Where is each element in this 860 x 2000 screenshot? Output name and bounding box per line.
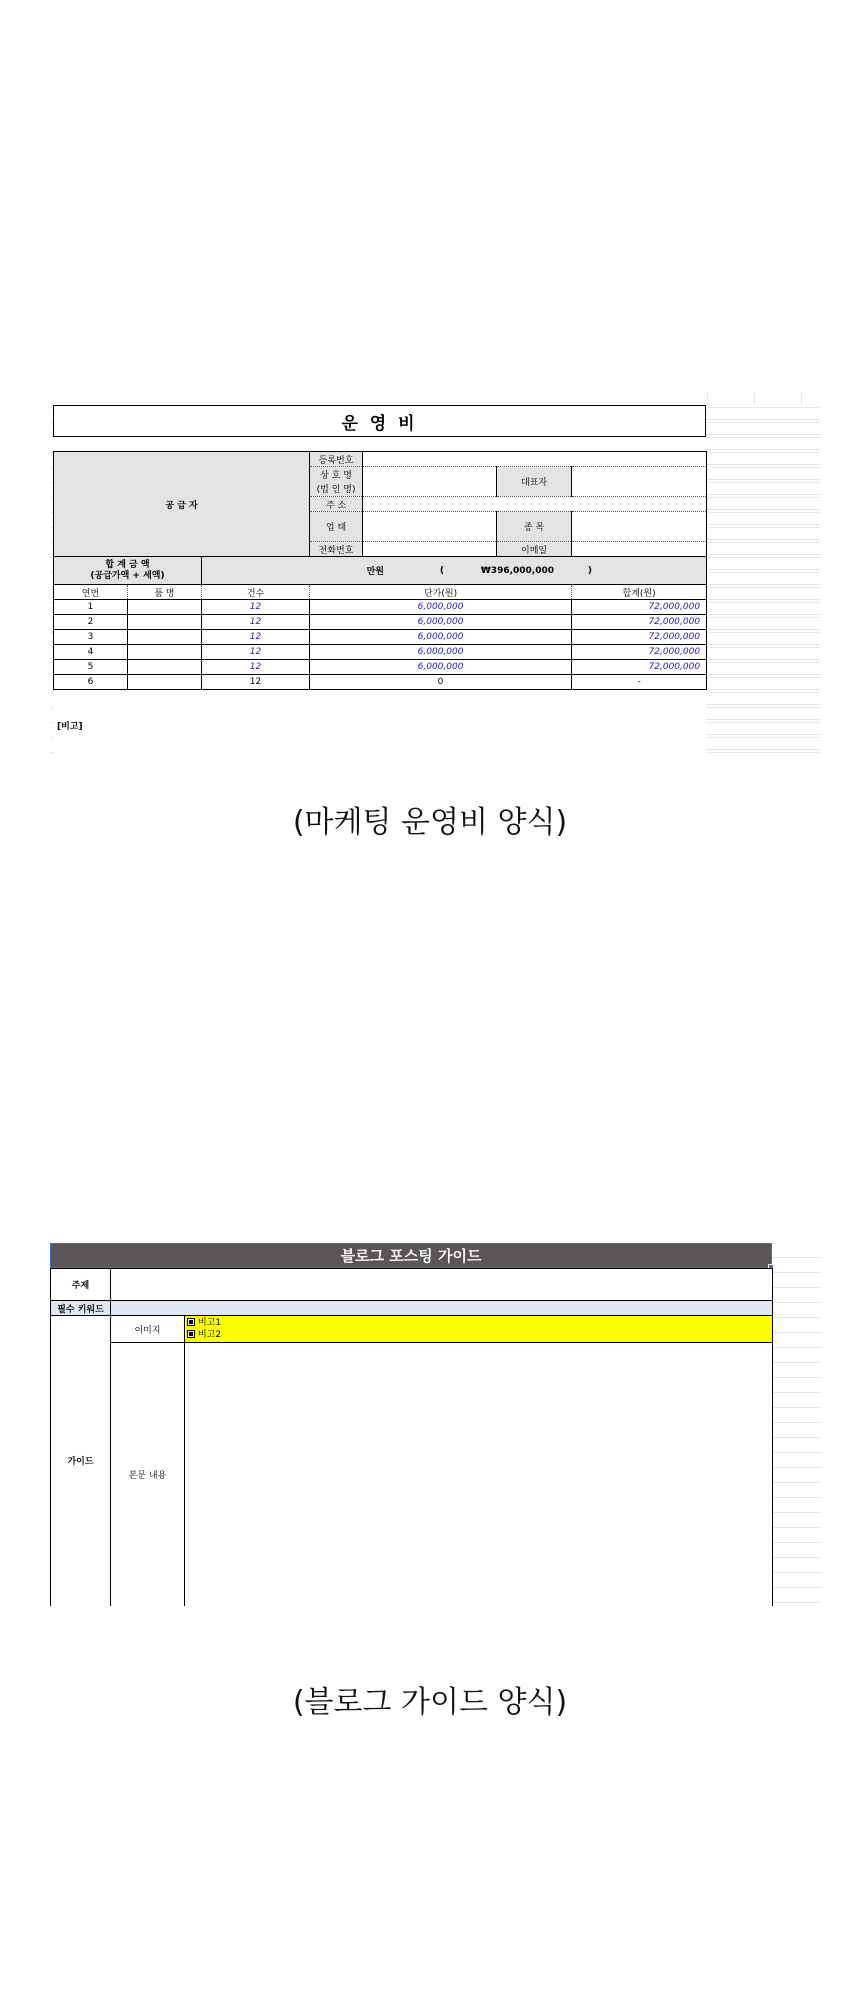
business-type-label: 업 태 bbox=[310, 512, 363, 542]
table-row bbox=[54, 615, 707, 630]
image-notes-cell[interactable] bbox=[185, 1316, 773, 1343]
reg-no-label: 등록번호 bbox=[310, 452, 363, 467]
total-unit: 만원 bbox=[366, 567, 384, 577]
representative-value[interactable] bbox=[572, 467, 707, 497]
checkbox-icon bbox=[187, 1330, 195, 1338]
total-label bbox=[54, 557, 202, 585]
total-amount-cell bbox=[202, 557, 707, 585]
company-name-label-sub: (법 인 명) bbox=[310, 482, 363, 497]
blog-guide-title[interactable]: 블로그 포스팅 가이드 bbox=[50, 1243, 772, 1268]
row-no: 6 bbox=[54, 675, 128, 690]
form-title: 운 영 비 bbox=[53, 405, 706, 437]
col-header-name: 품 명 bbox=[128, 585, 202, 600]
row-no: 3 bbox=[54, 630, 128, 645]
empty-cells-area bbox=[706, 405, 820, 761]
email-label: 이메일 bbox=[497, 542, 572, 557]
total-label-line1: 합 계 금 액 bbox=[105, 559, 150, 570]
table-row bbox=[54, 660, 707, 675]
phone-label: 전화번호 bbox=[310, 542, 363, 557]
row-unit-price[interactable]: 6,000,000 bbox=[310, 630, 572, 645]
keyword-label: 필수 키워드 bbox=[51, 1301, 111, 1316]
topic-value[interactable] bbox=[111, 1269, 773, 1301]
checkbox-icon bbox=[187, 1318, 195, 1326]
row-name[interactable] bbox=[128, 630, 202, 645]
table-row bbox=[54, 675, 707, 690]
row-name[interactable] bbox=[128, 660, 202, 675]
business-item-label: 종 목 bbox=[497, 512, 572, 542]
company-name-label: 상 호 명 bbox=[310, 467, 363, 482]
row-name[interactable] bbox=[128, 675, 202, 690]
email-value[interactable] bbox=[572, 542, 707, 557]
col-header-unit-price: 단가(원) bbox=[310, 585, 572, 600]
row-sum: 72,000,000 bbox=[572, 630, 707, 645]
business-item-value[interactable] bbox=[572, 512, 707, 542]
blog-guide-document bbox=[50, 1243, 772, 1607]
operating-cost-caption: (마케팅 운영비 양식) bbox=[292, 805, 568, 840]
col-header-count: 건수 bbox=[202, 585, 310, 600]
business-type-value[interactable] bbox=[363, 512, 497, 542]
image-note-item bbox=[187, 1317, 772, 1329]
topic-label: 주제 bbox=[51, 1269, 111, 1301]
representative-label: 대표자 bbox=[497, 467, 572, 497]
row-unit-price[interactable]: 6,000,000 bbox=[310, 645, 572, 660]
row-sum: 72,000,000 bbox=[572, 660, 707, 675]
row-no: 5 bbox=[54, 660, 128, 675]
supplier-label: 공 급 자 bbox=[54, 452, 310, 557]
row-count[interactable]: 12 bbox=[202, 675, 310, 690]
row-unit-price[interactable]: 0 bbox=[310, 675, 572, 690]
blog-guide-caption: (블로그 가이드 양식) bbox=[292, 1685, 568, 1720]
row-count[interactable]: 12 bbox=[202, 600, 310, 615]
total-open-paren: ( bbox=[439, 565, 444, 576]
table-row bbox=[54, 645, 707, 660]
row-count[interactable]: 12 bbox=[202, 660, 310, 675]
row-no: 1 bbox=[54, 600, 128, 615]
table-row bbox=[54, 630, 707, 645]
image-note-text: 비고1 bbox=[198, 1318, 222, 1328]
operating-cost-table bbox=[53, 451, 707, 690]
body-value[interactable] bbox=[185, 1343, 773, 1606]
total-close-paren: ) bbox=[587, 565, 592, 576]
row-sum: 72,000,000 bbox=[572, 615, 707, 630]
row-unit-price[interactable]: 6,000,000 bbox=[310, 615, 572, 630]
row-no: 4 bbox=[54, 645, 128, 660]
image-label: 이미지 bbox=[111, 1316, 185, 1343]
guide-label: 가이드 bbox=[51, 1316, 111, 1606]
row-sum: 72,000,000 bbox=[572, 645, 707, 660]
operating-cost-sheet bbox=[50, 393, 820, 761]
total-label-line2: (공급가액 + 세액) bbox=[90, 570, 165, 581]
blog-guide-sheet bbox=[50, 1243, 820, 1607]
image-note-text: 비고2 bbox=[198, 1330, 222, 1340]
remark-label: [비고] bbox=[57, 722, 83, 732]
body-label: 본문 내용 bbox=[111, 1343, 185, 1606]
address-value[interactable] bbox=[363, 497, 707, 512]
phone-value[interactable] bbox=[363, 542, 497, 557]
blog-guide-table bbox=[50, 1268, 773, 1606]
operating-cost-document bbox=[53, 393, 706, 761]
row-count[interactable]: 12 bbox=[202, 645, 310, 660]
image-note-item bbox=[187, 1329, 772, 1341]
col-header-sum: 합계(원) bbox=[572, 585, 707, 600]
col-header-no: 연번 bbox=[54, 585, 128, 600]
company-name-value[interactable] bbox=[363, 467, 497, 497]
keyword-value[interactable] bbox=[111, 1301, 773, 1316]
table-row bbox=[54, 600, 707, 615]
row-name[interactable] bbox=[128, 645, 202, 660]
total-amount: ₩396,000,000 bbox=[480, 565, 554, 576]
row-unit-price[interactable]: 6,000,000 bbox=[310, 660, 572, 675]
row-count[interactable]: 12 bbox=[202, 630, 310, 645]
row-count[interactable]: 12 bbox=[202, 615, 310, 630]
reg-no-value[interactable] bbox=[363, 452, 707, 467]
row-sum: - bbox=[572, 675, 707, 690]
address-label: 주 소 bbox=[310, 497, 363, 512]
row-name[interactable] bbox=[128, 600, 202, 615]
row-unit-price[interactable]: 6,000,000 bbox=[310, 600, 572, 615]
row-no: 2 bbox=[54, 615, 128, 630]
empty-cells-area bbox=[772, 1243, 820, 1607]
row-name[interactable] bbox=[128, 615, 202, 630]
row-sum: 72,000,000 bbox=[572, 600, 707, 615]
